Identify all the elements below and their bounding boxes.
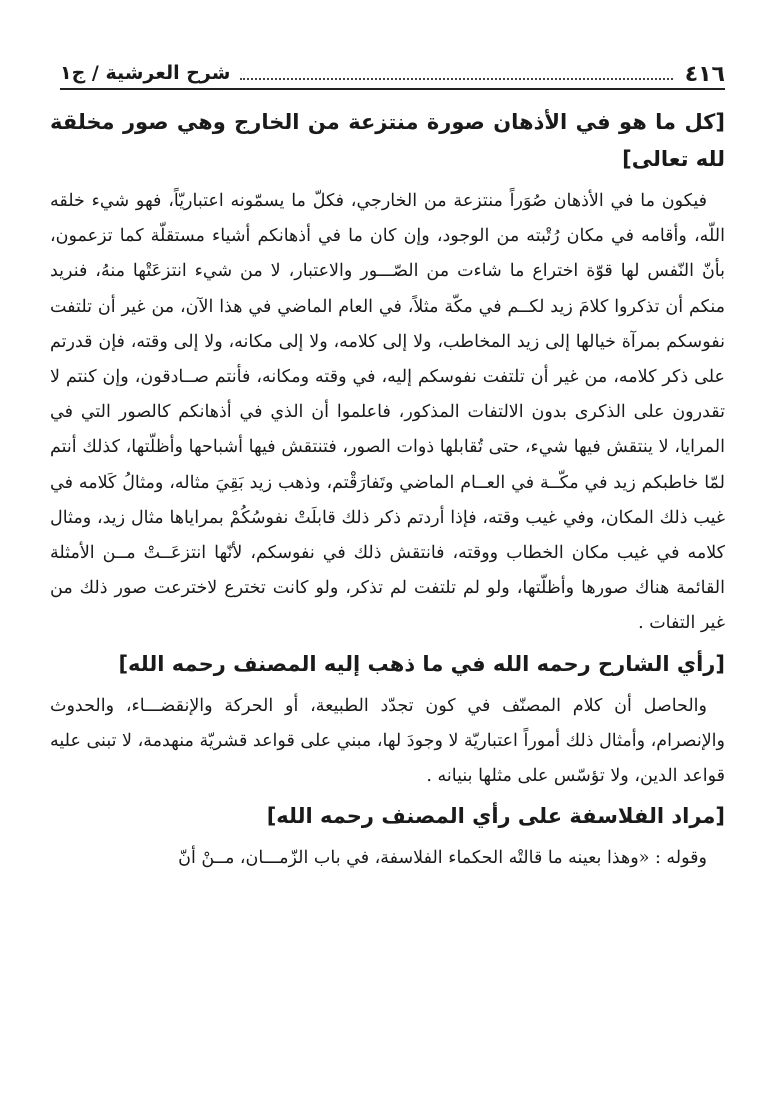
page-number: ٤١٦ — [684, 62, 725, 87]
page-body — [50, 104, 725, 876]
body-paragraph: فيكون ما في الأذهان صُوَراً منتزعة من الخارجي، فكلّ ما يسمّونه اعتباريّاً، فهو شيء خلقه اللّه، وأقامه في مكان رُتْبته من الوجود، وإن كان ما في أذهانكم أشياء مستقلّة كما تزعمون، بأنّ النّفس لها قوّة اختراع ما شاءت من الصّـــور والاعتبار، لا من شيء انتزعَتْها منهُ، فنريد منكم أن تذكروا كلامَ زيد لكــم في مكّة مثلاً، في العام الماضي في هذا الآن، من غير أن تلتفت نفوسكم بمرآة خيالها إلى زيد المخاطب، ولا إلى كلامه، ولا إلى مكانه، ولا إلى وقته، فإن قدرتم على ذكر كلامه، من غير أن تلتفت نفوسكم إليه، في وقته ومكانه، فأنتم صــادقون، وإن كنتم لا تقدرون على الذكرى بدون الالتفات المذكور، فاعلموا أن الذي في أذهانكم كالصور التي في المرايا، لا ينتقش فيها شيء، حتى تُقابلها ذوات الصور، فتنتقش فيها أشباحها وأظلّتها، كذلك أنتم لمّا خاطبكم زيد في مكّــة في العــام الماضي وتَفارَقْتم، وذهب زيد بَقِيَ مثاله، ومثالُ كَلامه في غيب ذلك المكان، وفي غيب وقته، فإذا أردتم ذكر ذلك قابلَتْ نفوسُكُمْ بمراياها مثال زيد، ومثال كلامه في غيب مكان الخطاب ووقته، فانتقش ذلك في نفوسكم، لأنّها انتزعَــتْ مــن الأمثلة القائمة هناك صورها وأظلّتها، ولو لم تلتفت لم تذكر، ولو كانت تخترع لاخترعت صور ذلك من غير التفات . — [50, 191, 725, 634]
section-heading: [رأي الشارح رحمه الله في ما ذهب إليه المصنف رحمه الله] — [118, 651, 725, 676]
section-heading: [مراد الفلاسفة على رأي المصنف رحمه الله] — [266, 804, 725, 829]
section-heading: [كل ما هو في الأذهان صورة منتزعة من الخارج وهي صور مخلقة لله تعالى] — [50, 110, 725, 171]
page-header — [60, 58, 725, 90]
body-paragraph: وقوله : «وهذا بعينه ما قالتْه الحكماء الفلاسفة، في باب الزّمـــان، مــنْ أنّ — [178, 848, 707, 869]
header-rule — [60, 88, 725, 90]
header-dotted-leader — [240, 78, 673, 80]
book-title: شرح العرشية / ج١ — [60, 62, 231, 84]
body-paragraph: والحاصل أن كلام المصنّف في كون تجدّد الطبيعة، أو الحركة والإنقضـــاء، والحدوث والإنصرام، وأمثال ذلك أموراً اعتباريّة لا وجودَ لها، مبني على قواعد قشريّة منهدمة، لا تبنى عليه قواعد الدين، ولا تؤسّس على مثلها بنيانه . — [50, 695, 725, 787]
